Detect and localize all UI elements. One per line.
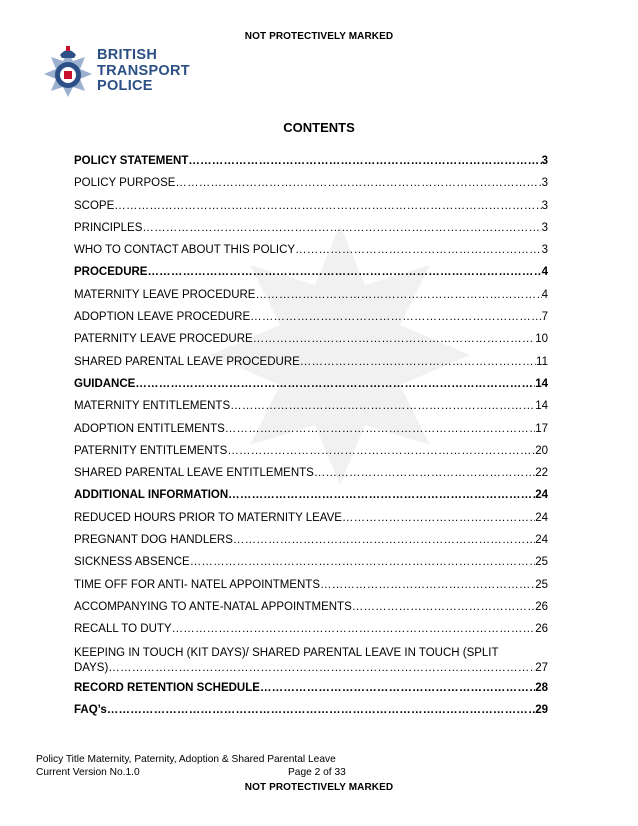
toc-leader-dots	[260, 682, 535, 694]
toc-entry-page: 3	[541, 221, 548, 234]
toc-entry-title: REDUCED HOURS PRIOR TO MATERNITY LEAVE	[74, 511, 342, 524]
footer-policy-title: Policy Title Maternity, Paternity, Adoption & Shared Parental Leave	[36, 754, 336, 765]
toc-leader-dots	[142, 222, 541, 234]
toc-leader-dots	[233, 534, 535, 546]
toc-entry-page: 14	[535, 377, 548, 390]
toc-entry-page: 24	[535, 489, 548, 502]
toc-leader-dots	[352, 601, 535, 613]
toc-entry-page: 28	[535, 681, 548, 694]
page-footer	[36, 753, 606, 779]
toc-entry[interactable]	[74, 333, 548, 355]
footer-page-number: Page 2 of 33	[288, 767, 346, 778]
toc-entry[interactable]	[74, 356, 548, 378]
toc-entry-title: ADDITIONAL INFORMATION	[74, 489, 229, 502]
toc-entry[interactable]	[74, 266, 548, 288]
toc-entry-title: FAQ’s	[74, 703, 107, 716]
toc-entry-title: PROCEDURE	[74, 266, 148, 279]
toc-entry-title: TIME OFF FOR ANTI- NATEL APPOINTMENTS	[74, 578, 320, 591]
toc-entry-page: 24	[535, 534, 548, 547]
toc-entry-title: MATERNITY ENTITLEMENTS	[74, 400, 231, 413]
toc-entry-page: 3	[541, 244, 548, 257]
toc-leader-dots	[250, 311, 541, 323]
toc-entry-page: 11	[536, 355, 548, 368]
toc-entry[interactable]	[74, 704, 548, 726]
toc-entry[interactable]	[74, 467, 548, 489]
toc-leader-dots	[255, 289, 541, 301]
toc-entry-title: RECORD RETENTION SCHEDULE	[74, 681, 260, 694]
toc-entry-title: GUIDANCE	[74, 377, 136, 390]
security-marking-bottom: NOT PROTECTIVELY MARKED	[244, 782, 394, 793]
toc-entry-page: 3	[541, 177, 548, 190]
toc-leader-dots	[300, 356, 536, 368]
toc-leader-dots	[190, 556, 536, 568]
toc-leader-dots	[107, 704, 535, 716]
toc-entry-page: 24	[535, 511, 548, 524]
toc-leader-dots	[230, 400, 535, 412]
toc-entry-page: 3	[541, 199, 548, 212]
toc-entry[interactable]	[74, 244, 548, 266]
toc-leader-dots	[314, 467, 535, 479]
toc-entry[interactable]	[74, 222, 548, 244]
toc-entry-title: POLICY STATEMENT	[74, 155, 189, 167]
toc-leader-dots	[253, 333, 535, 345]
toc-leader-dots	[320, 579, 535, 591]
toc-leader-dots	[147, 266, 541, 278]
toc-entry-title: PATERNITY ENTITLEMENTS	[74, 444, 228, 457]
toc-leader-dots	[295, 244, 541, 256]
toc-entry[interactable]	[74, 512, 548, 534]
toc-entry-title: ADOPTION ENTITLEMENTS	[74, 422, 225, 435]
toc-entry-title: PRINCIPLES	[74, 221, 143, 234]
toc-entry-title: RECALL TO DUTY	[74, 623, 172, 636]
table-of-contents	[74, 155, 548, 726]
toc-entry-page: 3	[541, 155, 548, 167]
toc-entry-title: PATERNITY LEAVE PROCEDURE	[74, 333, 253, 346]
security-marking-top: NOT PROTECTIVELY MARKED	[244, 31, 394, 42]
toc-entry[interactable]	[74, 623, 548, 645]
toc-entry-title: MATERNITY LEAVE PROCEDURE	[74, 288, 256, 301]
toc-entry[interactable]	[74, 556, 548, 578]
toc-entry-title: SHARED PARENTAL LEAVE PROCEDURE	[74, 355, 300, 368]
toc-entry[interactable]	[74, 155, 548, 177]
toc-entry-line2	[74, 661, 548, 676]
toc-entry[interactable]	[74, 601, 548, 623]
toc-entry-page: 10	[535, 333, 548, 346]
logo-line: POLICE	[97, 78, 153, 94]
contents-heading: CONTENTS	[283, 120, 355, 135]
toc-entry-page: 7	[541, 311, 548, 324]
toc-entry-page: 14	[535, 400, 548, 413]
toc-leader-dots	[114, 200, 541, 212]
footer-version: Current Version No.1.0	[36, 767, 140, 778]
toc-entry-title-cont: DAYS)	[74, 661, 109, 674]
toc-entry[interactable]	[74, 579, 548, 601]
toc-entry-title: WHO TO CONTACT ABOUT THIS POLICY	[74, 244, 296, 257]
toc-entry-page: 26	[535, 600, 548, 613]
logo-line: BRITISH	[97, 47, 158, 63]
toc-entry-page: 25	[535, 578, 548, 591]
toc-leader-dots	[108, 661, 535, 676]
toc-entry[interactable]	[74, 400, 548, 422]
toc-entry-title: PREGNANT DOG HANDLERS	[74, 534, 233, 547]
toc-entry[interactable]	[74, 445, 548, 467]
toc-entry-title: KEEPING IN TOUCH (KIT DAYS)/ SHARED PARENTAL LEAVE IN TOUCH (SPLIT	[74, 646, 499, 659]
toc-entry-title: SICKNESS ABSENCE	[74, 556, 190, 569]
toc-leader-dots	[135, 378, 535, 390]
toc-entry[interactable]	[74, 489, 548, 511]
toc-leader-dots	[175, 177, 541, 189]
toc-entry[interactable]	[74, 646, 548, 682]
toc-entry[interactable]	[74, 682, 548, 704]
toc-entry-title: SHARED PARENTAL LEAVE ENTITLEMENTS	[74, 467, 314, 480]
toc-leader-dots	[172, 623, 536, 635]
toc-leader-dots	[227, 445, 535, 457]
toc-entry-page: 4	[541, 266, 548, 279]
toc-entry-page: 26	[535, 623, 548, 636]
toc-entry-page: 20	[535, 444, 548, 457]
logo-wordmark	[97, 48, 190, 95]
toc-entry[interactable]	[74, 423, 548, 445]
toc-entry-page: 29	[535, 703, 548, 716]
toc-entry[interactable]	[74, 289, 548, 311]
toc-entry[interactable]	[74, 200, 548, 222]
toc-entry-title: ACCOMPANYING TO ANTE-NATAL APPOINTMENTS	[74, 600, 352, 613]
toc-entry[interactable]	[74, 177, 548, 199]
logo-line: TRANSPORT	[97, 62, 190, 79]
toc-entry-title: ADOPTION LEAVE PROCEDURE	[74, 311, 251, 324]
toc-entry-page: 4	[541, 288, 548, 301]
toc-entry-page: 25	[535, 556, 548, 569]
toc-entry[interactable]	[74, 534, 548, 556]
crest-icon	[40, 45, 96, 103]
toc-entry[interactable]	[74, 311, 548, 333]
toc-entry-title: POLICY PURPOSE	[74, 177, 176, 190]
toc-entry-page: 17	[535, 422, 548, 435]
toc-entry-page: 22	[535, 467, 548, 480]
toc-leader-dots	[188, 155, 541, 167]
btp-logo	[40, 45, 205, 103]
toc-entry[interactable]	[74, 378, 548, 400]
toc-leader-dots	[228, 489, 535, 501]
toc-leader-dots	[342, 512, 535, 524]
toc-entry-title: SCOPE	[74, 199, 115, 212]
toc-entry-page: 27	[535, 661, 548, 674]
toc-leader-dots	[225, 423, 535, 435]
